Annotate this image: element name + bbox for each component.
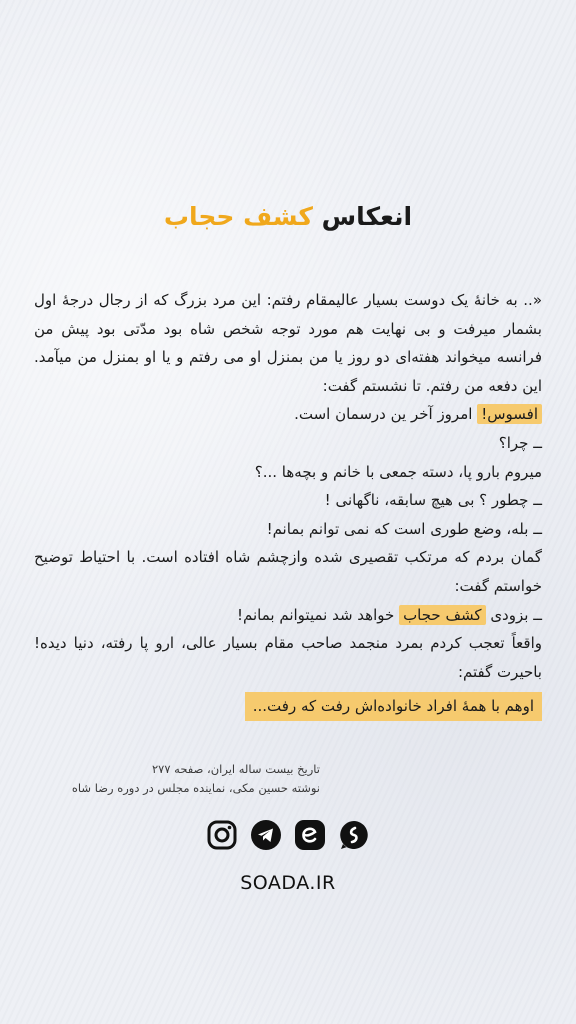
closing-line — [34, 686, 542, 721]
dialogue-text: ــ بزودی — [490, 605, 542, 624]
page-title — [0, 202, 576, 231]
site-name[interactable]: SOADA.IR — [240, 872, 336, 894]
title-main: انعکاس — [321, 202, 413, 231]
dialogue-line — [34, 400, 542, 429]
telegram-icon[interactable] — [249, 818, 283, 852]
soroush-icon[interactable] — [337, 818, 371, 852]
dialogue-line: ــ چرا؟ — [498, 433, 542, 452]
dialogue-line: میروم بارو پا، دسته جمعی با خانم و بچه‌ها ...؟ — [254, 462, 542, 481]
closing-highlight: اوهم با همهٔ افراد خانواده‌اش رفت که رفت... — [245, 692, 542, 721]
intro-paragraph: «.. به خانهٔ یک دوست بسیار عالیمقام رفتم: این مرد بزرگ که از رجال درجهٔ اول بشمار میرفت و بی نهایت هم مورد توجه شخص شاه بود مدّتی بود پیش من فرانسه میخواند هفته‌ای دو روز یا من بمنزل او می رفتم و یا او بمنزل من میآمد. این دفعه من رفتم. تا نشستم گفت: — [34, 291, 542, 395]
dialogue-text: خواهد شد نمیتوانم بمانم! — [237, 605, 395, 624]
narration-paragraph: واقعاً تعجب کردم بمرد منجمد صاحب مقام بسیار عالی، ارو پا رفته، دنیا دیده! باحیرت گفتم: — [34, 634, 542, 681]
highlight-afsus: افسوس! — [477, 404, 542, 424]
source-book: تاریخ بیست ساله ایران، صفحه ۲۷۷ — [152, 762, 320, 776]
dialogue-line: ــ چطور ؟ بی هیچ سابقه، ناگهانی ! — [324, 491, 542, 510]
narration-paragraph: گمان بردم که مرتکب تقصیری شده وازچشم شاه افتاده است. با احتیاط توضیح خواستم گفت: — [34, 548, 542, 595]
article-body — [34, 286, 542, 721]
highlight-kashf-hijab: کشف حجاب — [399, 605, 485, 625]
source-author: نوشته حسین مکی، نماینده مجلس در دوره رضا شاه — [71, 781, 320, 795]
dialogue-text: امروز آخر ین درسمان است. — [294, 405, 473, 424]
social-icons — [0, 818, 576, 852]
instagram-icon[interactable] — [205, 818, 239, 852]
dialogue-line: ــ بله، وضع طوری است که نمی توانم بمانم! — [266, 519, 542, 538]
title-accent: کشف حجاب — [163, 202, 313, 231]
dialogue-line — [34, 601, 542, 630]
source-citation — [40, 760, 320, 798]
eitaa-icon[interactable] — [293, 818, 327, 852]
